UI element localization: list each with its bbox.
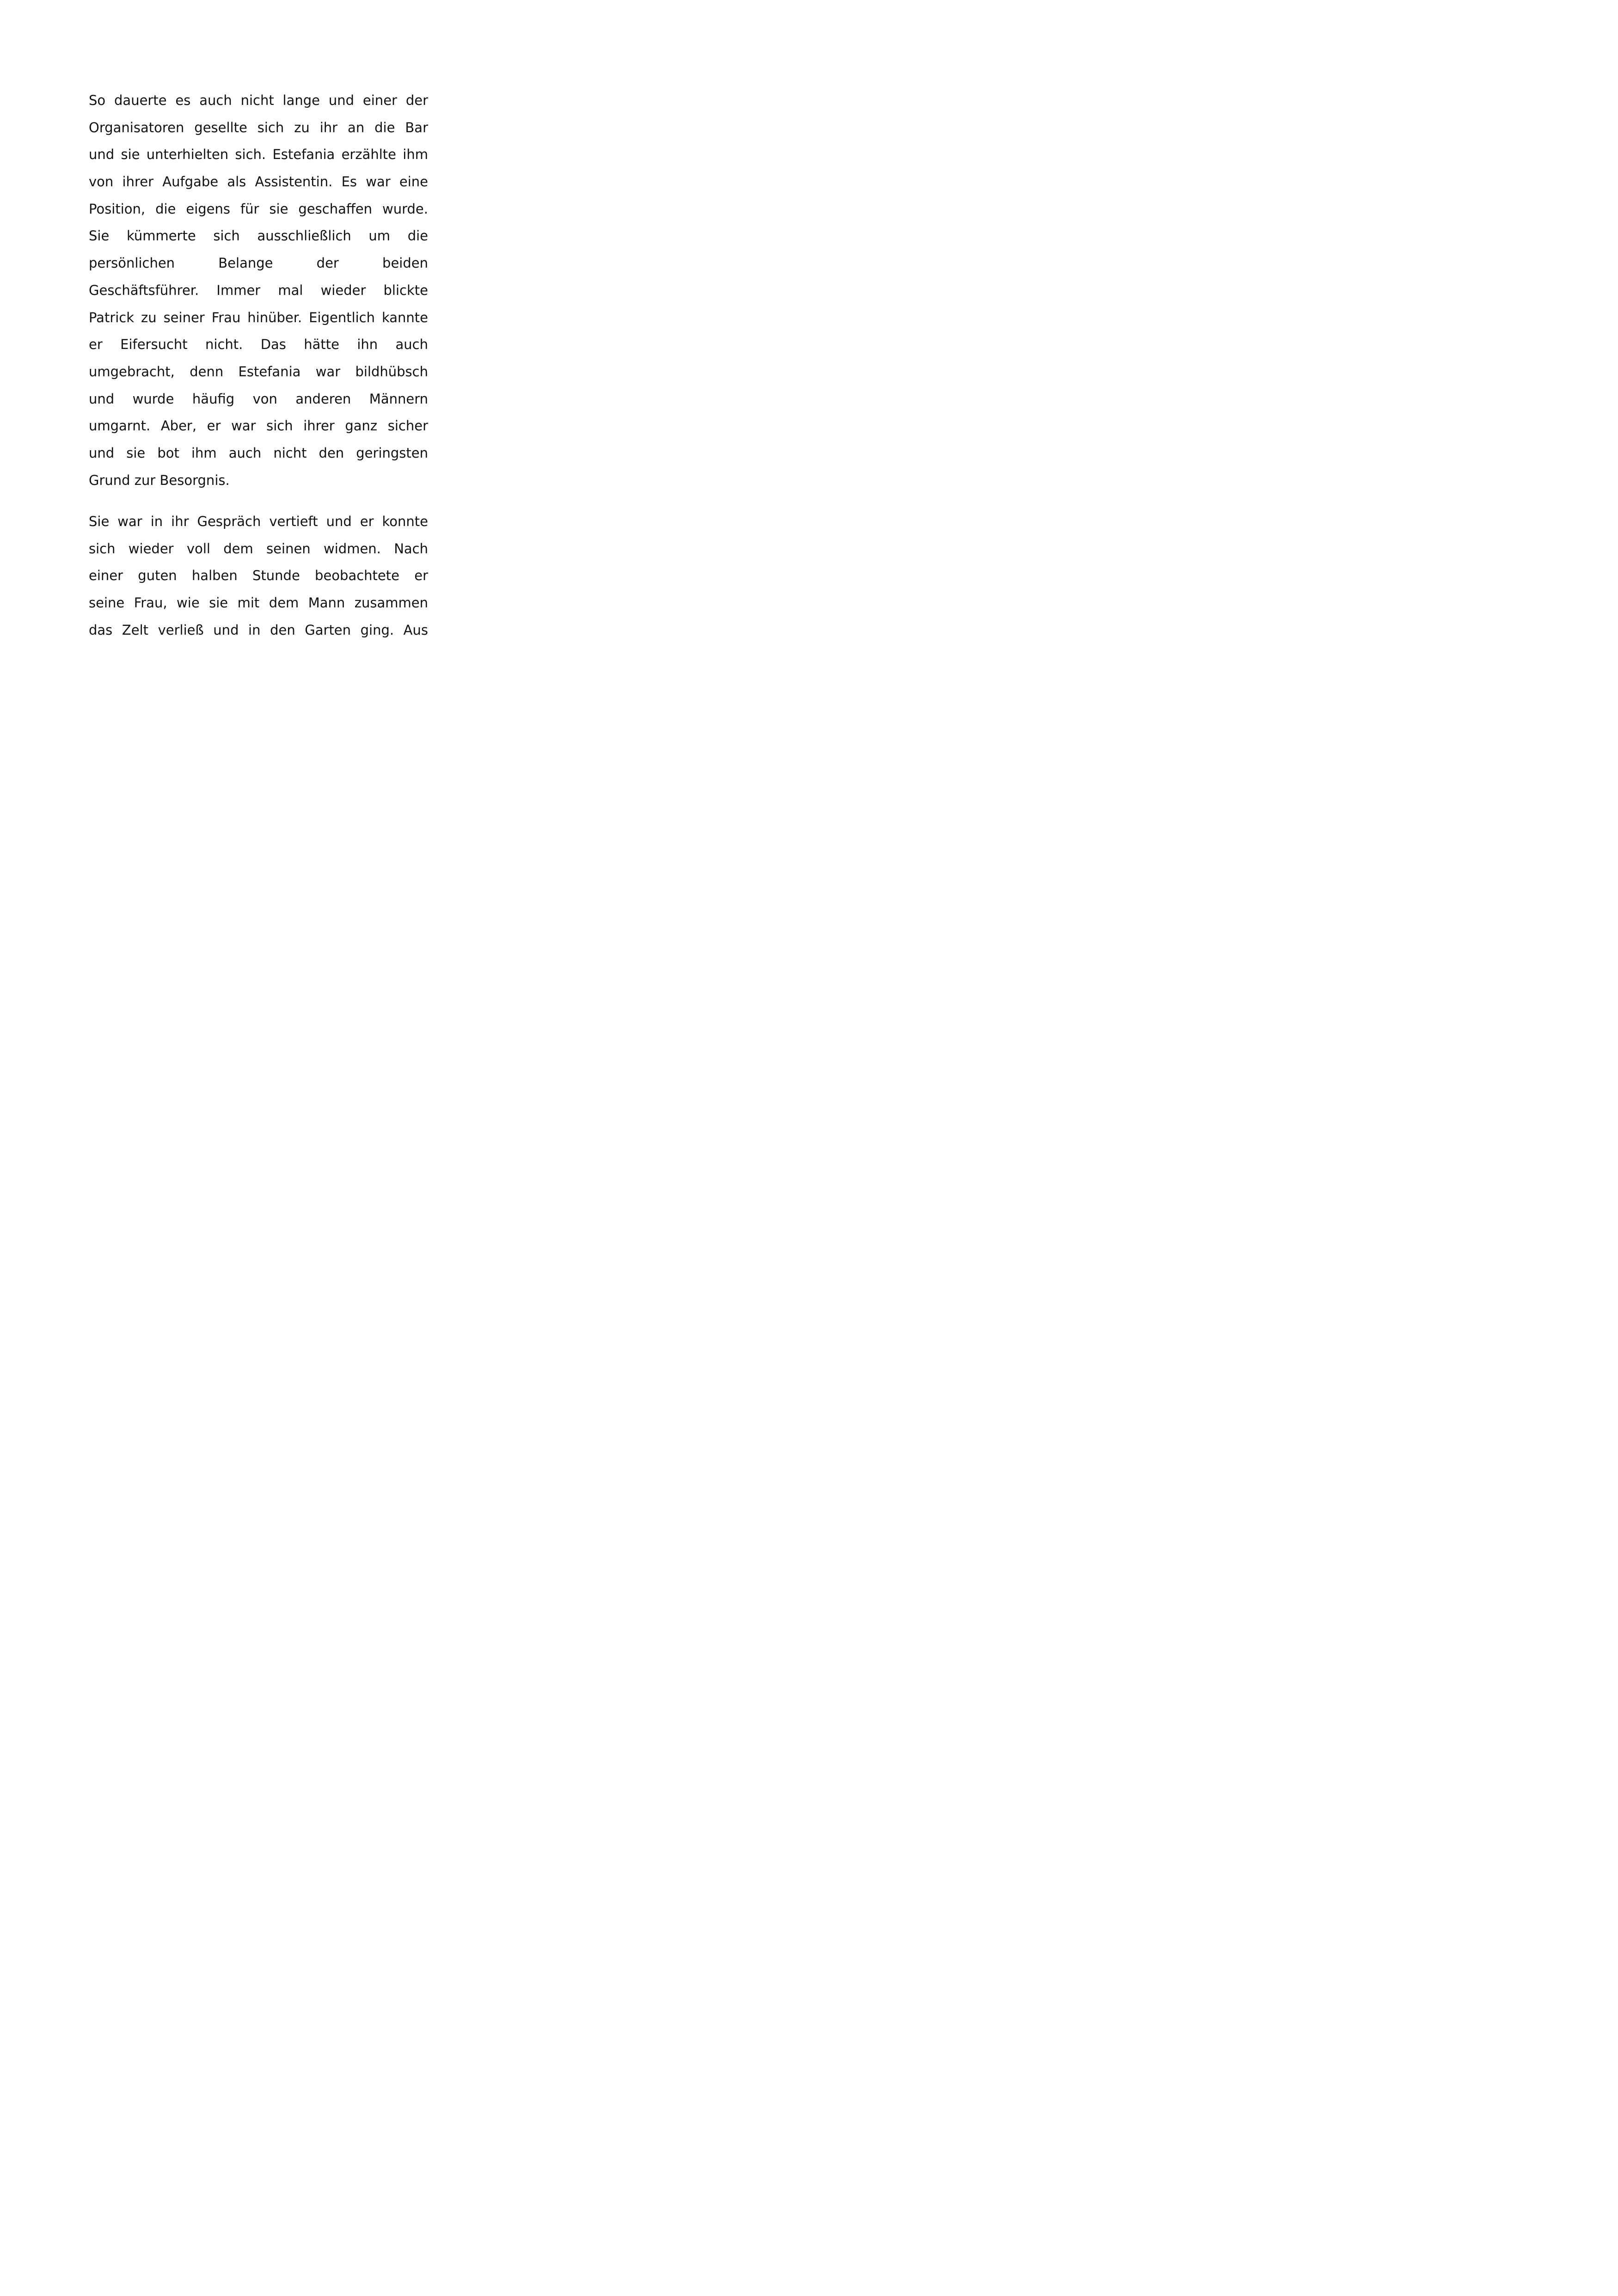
text-line: Grund zur Besorgnis. (89, 472, 230, 488)
text-line: seine Frau, wie sie mit dem Mann zusammen (89, 595, 428, 611)
text-line: von ihrer Aufgabe als Assistentin. Es war eine (89, 174, 428, 190)
text-line: einer guten halben Stunde beobachtete er (89, 568, 428, 584)
text-line: persönlichen Belange der beiden (89, 255, 428, 271)
text-line: und sie unterhielten sich. Estefania erzählte ihm (89, 147, 428, 163)
paragraph-2 (89, 508, 428, 643)
text-line: So dauerte es auch nicht lange und einer der (89, 92, 428, 108)
document-page (0, 0, 514, 729)
text-line: er Eifersucht nicht. Das hätte ihn auch (89, 337, 428, 353)
text-line: Organisatoren gesellte sich zu ihr an die Bar (89, 119, 428, 135)
text-line: Geschäftsführer. Immer mal wieder blickte (89, 282, 428, 298)
paragraph-1 (89, 87, 428, 494)
text-line: Sie kümmerte sich ausschließlich um die (89, 228, 428, 244)
text-line: sich wieder voll dem seinen widmen. Nach (89, 540, 428, 557)
text-line: Patrick zu seiner Frau hinüber. Eigentlich kannte (89, 309, 428, 325)
text-line: und wurde häufig von anderen Männern (89, 391, 428, 407)
text-line: und sie bot ihm auch nicht den geringsten (89, 445, 428, 461)
text-line: umgarnt. Aber, er war sich ihrer ganz sicher (89, 418, 428, 434)
text-line: Position, die eigens für sie geschaffen wurde. (89, 201, 428, 217)
text-line: Sie war in ihr Gespräch vertieft und er konnte (89, 514, 428, 529)
text-line: das Zelt verließ und in den Garten ging. Aus (89, 622, 428, 638)
text-line: umgebracht, denn Estefania war bildhübsch (89, 363, 428, 380)
